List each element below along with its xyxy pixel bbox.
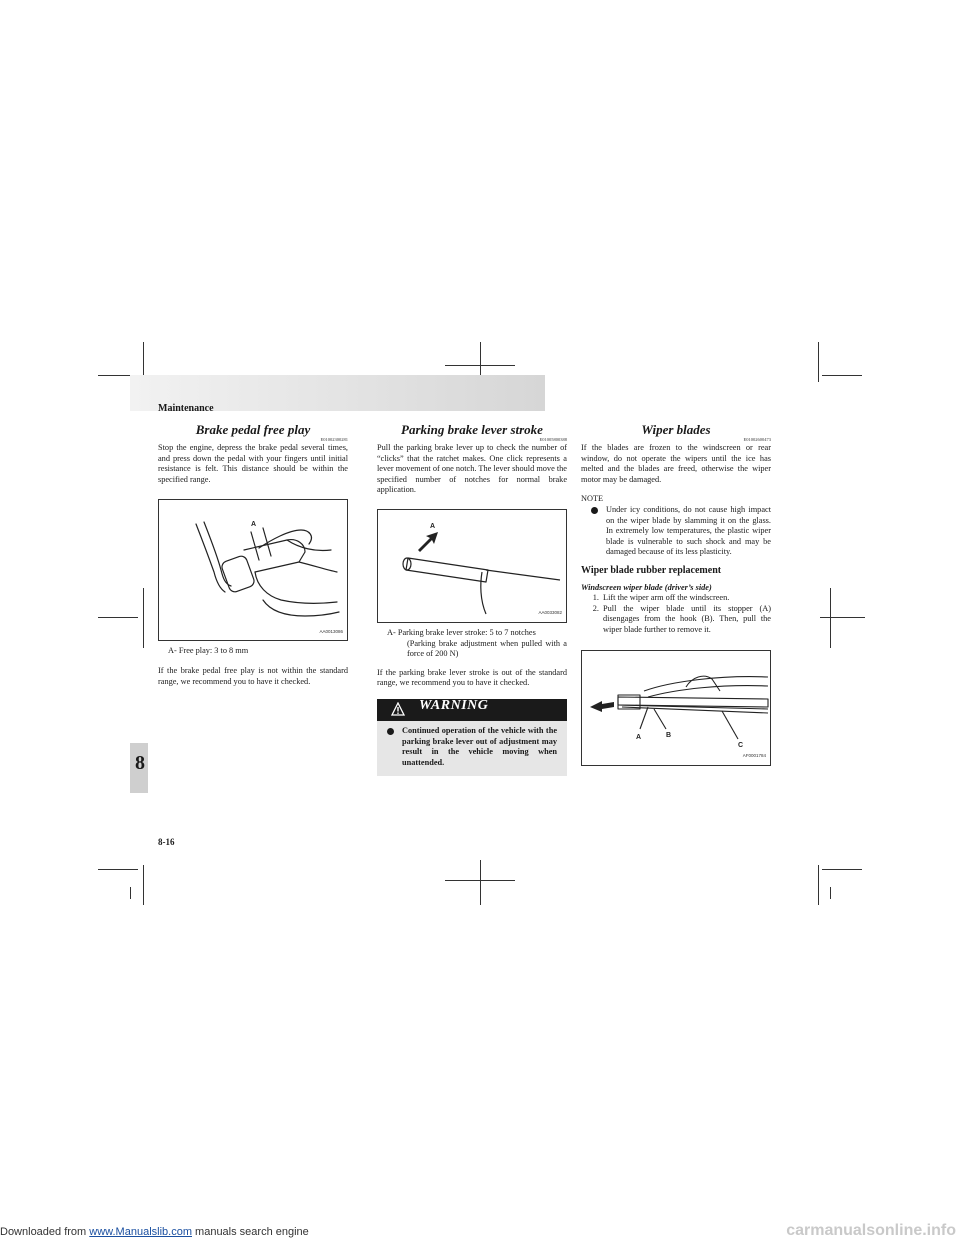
parking-brake-code: E01005800388 bbox=[539, 437, 567, 442]
crop-mark bbox=[98, 869, 138, 870]
column-brake-pedal bbox=[158, 423, 348, 687]
footer-suffix: manuals search engine bbox=[191, 1226, 309, 1238]
warning-text: Continued operation of the vehicle with the parking brake lever out of adjustment may result in the vehicle moving when unattended. bbox=[402, 725, 557, 767]
parking-brake-after: If the parking brake lever stroke is out of the standard range, we recommend you to have it checked. bbox=[377, 667, 567, 688]
bullet-icon bbox=[387, 728, 394, 735]
warning-title: WARNING bbox=[419, 697, 489, 713]
step-number: 2. bbox=[592, 603, 599, 613]
brake-pedal-code: E01002300281 bbox=[320, 437, 348, 442]
brake-pedal-illustration bbox=[159, 500, 347, 640]
crop-mark bbox=[822, 375, 862, 376]
step-text: Pull the wiper blade until its stopper (A) disengages from the hook (B). Then, pull the wiper blade further to remove it. bbox=[603, 603, 771, 634]
step-item bbox=[581, 604, 771, 636]
watermark: carmanualsonline.info bbox=[786, 1222, 956, 1239]
crop-mark bbox=[143, 865, 144, 905]
brake-pedal-title: Brake pedal free play bbox=[195, 422, 311, 437]
parking-brake-caption-1: A- Parking brake lever stroke: 5 to 7 notches bbox=[387, 627, 536, 637]
crop-mark bbox=[98, 617, 138, 618]
column-wiper-blades bbox=[581, 423, 771, 766]
parking-brake-figure-label: A bbox=[430, 522, 436, 530]
manualslib-link[interactable]: www.Manualslib.com bbox=[89, 1226, 192, 1238]
section-label: Maintenance bbox=[158, 403, 214, 414]
brake-pedal-caption: A- Free play: 3 to 8 mm bbox=[168, 646, 249, 656]
note-text: Under icy conditions, do not cause high impact on the wiper blade by slamming it on the glass. In extremely low temperatures, the plastic wiper blade is vulnerable to such shock and may be damaged because of its less plasticity. bbox=[606, 504, 771, 557]
parking-brake-caption-2: (Parking brake adjustment when pulled with a force of 200 N) bbox=[407, 638, 567, 659]
parking-brake-figure bbox=[377, 509, 567, 623]
crop-mark bbox=[820, 617, 865, 618]
parking-brake-illustration bbox=[378, 510, 566, 622]
crop-mark bbox=[830, 588, 831, 648]
warning-body bbox=[377, 721, 567, 776]
parking-brake-body: Pull the parking brake lever up to check the number of “clicks” that the ratchet makes. One click represents a lever movement of one notch. The lever should move the specified number of notches for normal brake application. bbox=[377, 443, 567, 495]
step-text: Lift the wiper arm off the windscreen. bbox=[603, 593, 730, 603]
brake-pedal-body: Stop the engine, depress the brake pedal several times, and press down the pedal with your fingers until initial resistance is felt. This distance should be within the specified range. bbox=[158, 443, 348, 484]
note-item bbox=[581, 505, 771, 558]
wiper-label-b: B bbox=[666, 731, 672, 739]
crop-mark bbox=[143, 588, 144, 648]
crop-mark bbox=[445, 880, 515, 881]
brake-pedal-figure-code: AA0013086 bbox=[319, 628, 343, 634]
bullet-icon bbox=[591, 507, 598, 514]
parking-brake-figure-code: AA0033082 bbox=[538, 610, 562, 616]
brake-pedal-figure-label: A bbox=[251, 521, 257, 529]
brake-pedal-after: If the brake pedal free play is not within the standard range, we recommend you to have it checked. bbox=[158, 665, 348, 686]
wiper-figure-code: AF0001784 bbox=[742, 752, 766, 758]
warning-box bbox=[377, 699, 567, 776]
crop-mark bbox=[818, 865, 819, 905]
wiper-title: Wiper blades bbox=[641, 422, 711, 437]
wiper-steps bbox=[581, 593, 771, 635]
crop-mark bbox=[818, 342, 819, 382]
wiper-sub-sub-heading: Windscreen wiper blade (driver’s side) bbox=[581, 582, 712, 592]
crop-mark bbox=[445, 365, 515, 366]
crop-mark bbox=[822, 869, 862, 870]
wiper-label-c: C bbox=[738, 741, 744, 749]
wiper-figure bbox=[581, 650, 771, 766]
download-footer bbox=[0, 1226, 309, 1238]
step-item bbox=[581, 593, 771, 604]
page-number: 8-16 bbox=[158, 837, 175, 847]
crop-mark bbox=[480, 860, 481, 905]
crop-mark bbox=[130, 887, 131, 899]
wiper-body: If the blades are frozen to the windscreen or rear window, do not operate the wipers until the ice has melted and the blades are freed, otherwise the wiper motor may be damaged. bbox=[581, 443, 771, 484]
wiper-sub-heading: Wiper blade rubber replacement bbox=[581, 564, 722, 576]
note-label: NOTE bbox=[581, 494, 604, 504]
brake-pedal-figure bbox=[158, 499, 348, 641]
wiper-illustration bbox=[582, 651, 770, 765]
chapter-number: 8 bbox=[135, 752, 145, 774]
wiper-code: E01002600473 bbox=[743, 437, 771, 442]
step-number: 1. bbox=[592, 593, 599, 603]
column-parking-brake bbox=[377, 423, 567, 776]
wiper-label-a: A bbox=[636, 733, 642, 741]
warning-icon bbox=[391, 702, 405, 716]
footer-prefix: Downloaded from bbox=[0, 1226, 90, 1238]
parking-brake-title: Parking brake lever stroke bbox=[401, 422, 543, 437]
warning-header bbox=[377, 699, 567, 721]
crop-mark bbox=[830, 887, 831, 899]
